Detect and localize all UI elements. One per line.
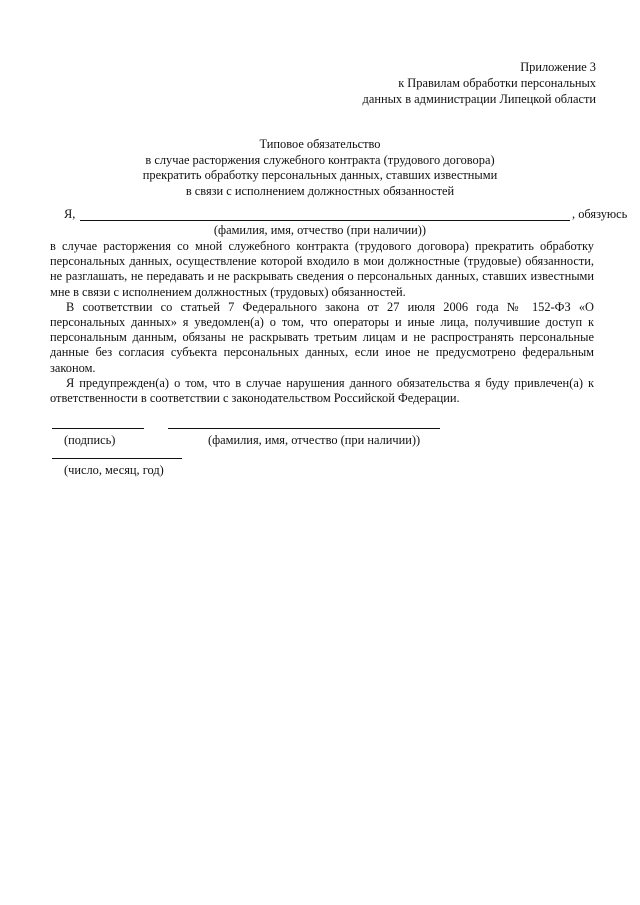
document-title bbox=[0, 137, 640, 199]
appendix-header bbox=[363, 59, 596, 107]
signature-caption: (подпись) bbox=[64, 433, 116, 447]
title-line-3: прекратить обработку персональных данных, ставших известными bbox=[142, 168, 498, 182]
fio-prefix: Я, bbox=[64, 207, 76, 221]
signature-name-caption: (фамилия, имя, отчество (при наличии)) bbox=[208, 433, 421, 447]
body-paragraph-2: В соответствии со статьей 7 Федерального закона от 27 июля 2006 года № 152-ФЗ «О персональных данных» я уведомлен(а) о том, что операторы и иные лица, получившие доступ к персональным данным, обязаны не раскрывать третьим лицам и не распространять персональные данные без согласия субъекта персональных данных, если иное не предусмотрено федеральным законом. bbox=[50, 299, 594, 375]
appendix-reference-cont: данных в администрации Липецкой области bbox=[362, 92, 596, 106]
title-line-4: в связи с исполнением должностных обязанностей bbox=[185, 183, 455, 198]
fio-hint: (фамилия, имя, отчество (при наличии)) bbox=[213, 223, 427, 237]
document-body bbox=[50, 239, 594, 406]
date-caption: (число, месяц, год) bbox=[64, 463, 164, 477]
body-paragraph-1: в случае расторжения со мной служебного контракта (трудового договора) прекратить обработку персональных данных, осуществление которой входило в мои должностные (трудовые) обязанности, не разглашать, не передавать и не раскрывать сведения о персональных данных, ставших известными мне в связи с исполнением должностных (трудовых) обязанностей. bbox=[50, 239, 594, 299]
appendix-reference: к Правилам обработки персональных bbox=[398, 76, 596, 90]
fio-row bbox=[64, 207, 628, 223]
body-paragraph-3: Я предупрежден(а) о том, что в случае нарушения данного обязательства я буду привлечен(а) к ответственности в соответствии с законодательством Российской Федерации. bbox=[50, 375, 594, 406]
appendix-number: Приложение 3 bbox=[520, 60, 596, 74]
signature-blank-field[interactable] bbox=[52, 428, 144, 429]
title-line-1: Типовое обязательство bbox=[259, 137, 381, 151]
title-line-2: в случае расторжения служебного контракта (трудового договора) bbox=[145, 152, 495, 167]
date-blank-field[interactable] bbox=[52, 458, 182, 459]
signature-name-blank-field[interactable] bbox=[168, 428, 440, 429]
fio-suffix: , обязуюсь bbox=[572, 207, 628, 221]
fio-blank-field[interactable] bbox=[80, 220, 570, 221]
